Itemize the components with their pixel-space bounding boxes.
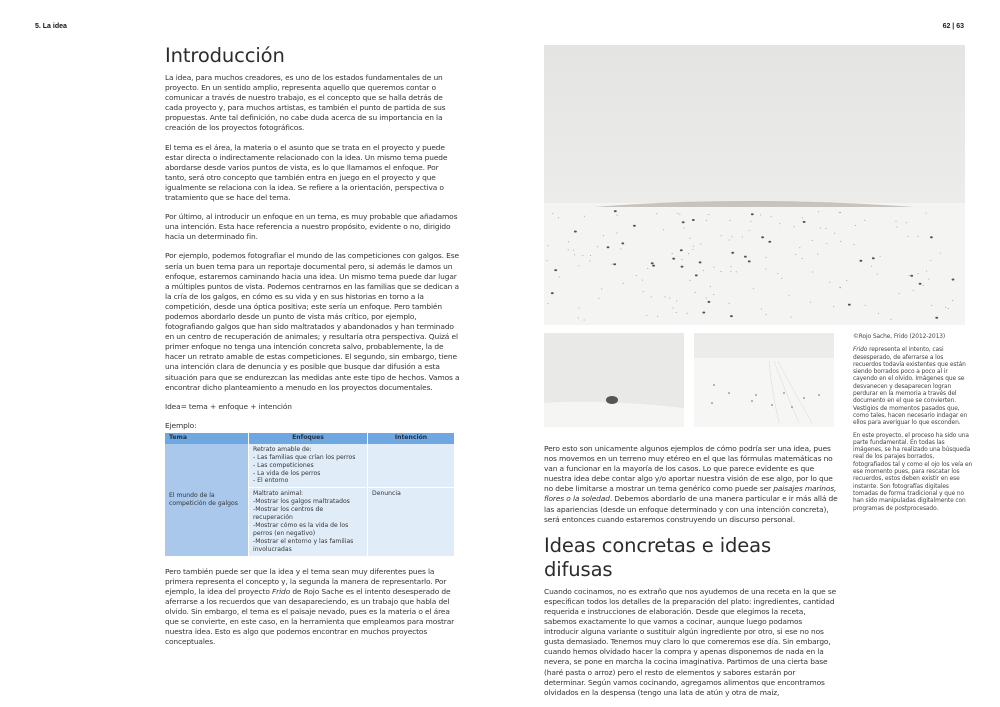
enfoque-item: - Las familias que crían los perros xyxy=(253,453,356,461)
snow-speck xyxy=(896,227,897,228)
enfoque-cell xyxy=(249,444,368,488)
enfoque-item: -Mostrar cómo es la vida de los perros (en negativo) xyxy=(253,521,349,537)
snow-speck xyxy=(546,260,547,261)
snow-speck xyxy=(552,213,553,214)
snow-speck xyxy=(713,267,714,268)
snow-speck xyxy=(917,236,918,237)
snow-speck xyxy=(651,262,654,264)
snow-speck xyxy=(945,307,946,308)
snow-speck xyxy=(833,306,834,307)
main-photo-snow-landscape xyxy=(544,45,965,325)
snow-speck xyxy=(613,263,616,265)
snow-speck xyxy=(802,258,803,259)
paragraph: La idea, para muchos creadores, es uno de los estados fundamentales de un proyecto. En un sentido amplio, representa aquello que queremos contar o comunicar a través de nuestro trabajo, es el concepto que se halla detrás de cada proyecto y, para muchos artistas, es también el punto de partida de sus propuestas. Ante tal definición, no cabe duda acerca de su importancia en la creación de los proyectos fotográficos. xyxy=(165,73,446,133)
text-run: Pero también puede ser que la idea y el tema sean muy diferentes pues la primera representa el concepto y, la segunda la manera de representarlo. Por ejemplo, la idea del proyecto xyxy=(165,566,447,596)
enfoque-item: - La vida de los perros xyxy=(253,469,321,477)
snow-speck xyxy=(651,296,652,297)
snow-speck xyxy=(642,280,643,281)
snow-speck xyxy=(918,273,919,274)
snow-speck xyxy=(574,254,575,255)
snow-speck xyxy=(826,243,827,244)
snow-speck xyxy=(558,217,559,218)
snow-speck xyxy=(677,213,678,214)
snow-speck xyxy=(730,315,733,317)
snow-speck xyxy=(777,273,778,274)
snow-speck xyxy=(693,246,694,247)
small-photo-tree-on-hill xyxy=(544,333,684,427)
snow-speck xyxy=(568,249,569,250)
snow-speck xyxy=(672,253,673,254)
snow-speck xyxy=(768,241,771,243)
snow-speck xyxy=(681,259,682,260)
right-column xyxy=(544,444,838,707)
snow-speck xyxy=(682,221,685,223)
snow-speck xyxy=(766,314,767,315)
paragraph: El tema es el área, la materia o el asunto que se trata en el proyecto y puede estar directa o indirectamente relacionado con la idea. Un mismo tema puede abordarse desde varios puntos de vista, es lo que llamamos el enfoque. Por tanto, será otro concepto que también entra en juego en el proyecto y que igualmente se relaciona con la idea. Se refiere a la orientación, perspectiva o tratamiento que se hace del tema. xyxy=(165,142,448,203)
snow-speck xyxy=(926,213,927,214)
enfoque-cell xyxy=(249,488,368,556)
snow-speck xyxy=(940,253,941,254)
snow-speck xyxy=(748,260,751,262)
snow-speck xyxy=(589,260,590,261)
snow-speck xyxy=(890,319,891,320)
snow-speck xyxy=(926,271,927,272)
snow-speck xyxy=(623,283,624,284)
section-title-introduccion: Introducción xyxy=(165,44,285,67)
snow-speck xyxy=(611,264,612,265)
snow-speck xyxy=(906,222,907,223)
snow-speck xyxy=(952,300,953,301)
snow-speck xyxy=(908,275,909,276)
snow-speck xyxy=(676,312,677,313)
snow-speck xyxy=(578,318,579,319)
snow-speck xyxy=(744,256,747,258)
snow-speck xyxy=(582,255,583,256)
page-numbers: 62 | 63 xyxy=(942,23,964,30)
snow-speck xyxy=(829,282,830,283)
snow-speck xyxy=(751,213,754,215)
snow-speck xyxy=(761,236,764,238)
snow-field-image xyxy=(544,45,965,325)
snow-speck xyxy=(817,254,818,255)
snow-speck xyxy=(818,211,819,212)
snow-speck xyxy=(590,255,591,256)
table-row xyxy=(165,444,455,488)
snow-speck xyxy=(621,242,624,244)
snow-speck xyxy=(779,223,780,224)
small-photo-snow-tracks xyxy=(694,333,834,427)
snow-speck xyxy=(695,274,698,276)
snow-speck xyxy=(729,240,730,241)
snow-speck xyxy=(721,235,722,236)
snow-speck xyxy=(860,260,863,262)
snow-speck xyxy=(679,214,680,215)
enfoque-item: -Mostrar los centros de recuperación xyxy=(253,506,324,522)
text-run: . Debemos abordarlo de una manera particular e ir más allá de las apariencias (desde un enfoque determinado y con una intención concreta), será entonces cuando estaremos construyendo un discurso personal. xyxy=(544,494,838,524)
snow-speck xyxy=(878,313,879,314)
paragraph: Por último, al introducir un enfoque en un tema, es muy probable que añadamos una intención. Esta hace referencia a nuestro propósito, evidente o no, dirigido hacia un determinado fin. xyxy=(165,212,458,242)
snow-speck xyxy=(749,230,750,231)
snow-speck xyxy=(547,245,548,246)
table-header-row xyxy=(165,433,455,444)
snow-speck xyxy=(761,309,762,310)
snow-speck xyxy=(840,212,841,213)
snow-speck xyxy=(760,214,761,215)
snow-speck xyxy=(597,246,598,247)
snow-speck xyxy=(812,272,813,273)
snow-speck xyxy=(643,291,644,292)
snow-speck xyxy=(689,238,690,239)
snow-speck xyxy=(865,305,866,306)
snow-speck xyxy=(795,254,796,255)
snow-speck xyxy=(700,243,701,244)
snow-speck xyxy=(687,313,688,314)
snow-speck xyxy=(554,269,557,271)
snow-speck xyxy=(713,294,714,295)
snow-speck xyxy=(910,275,913,277)
header-intencion: Intención xyxy=(368,433,455,444)
paragraph xyxy=(544,444,838,525)
snow-speck xyxy=(688,253,689,254)
snow-speck xyxy=(731,252,734,254)
caption-paragraph xyxy=(853,347,973,427)
snow-speck xyxy=(710,286,711,287)
snow-speck xyxy=(573,250,574,251)
enfoque-item: -Mostrar los galgos maltratados xyxy=(253,498,350,506)
snow-speck xyxy=(730,220,731,221)
enfoque-title: Maltrato animal: xyxy=(253,490,304,498)
snow-speck xyxy=(692,249,693,250)
snow-speck xyxy=(607,246,610,248)
snow-speck xyxy=(907,236,908,237)
snow-speck xyxy=(720,271,721,272)
snow-speck xyxy=(664,296,665,297)
snow-speck xyxy=(730,266,731,267)
snow-speck xyxy=(578,265,579,266)
intencion-cell: Denuncia xyxy=(368,488,455,556)
snow-speck xyxy=(812,240,813,241)
snow-speck xyxy=(729,303,730,304)
snow-speck xyxy=(802,217,803,218)
snow-speck xyxy=(765,269,766,270)
snow-speck xyxy=(620,248,621,249)
snow-speck xyxy=(855,225,856,226)
snow-speck xyxy=(854,244,855,245)
snow-speck xyxy=(652,265,655,267)
snow-speck xyxy=(877,274,878,275)
snow-speck xyxy=(672,308,673,309)
example-label: Ejemplo: xyxy=(165,420,197,430)
formula: Idea= tema + enfoque + intención xyxy=(165,401,292,411)
snow-speck xyxy=(930,236,933,238)
snow-speck xyxy=(598,298,599,299)
snow-speck xyxy=(825,228,826,229)
snow-speck xyxy=(839,287,840,288)
caption-paragraph: En este proyecto, el proceso ha sido una parte fundamental. En todas las imágenes, se ha realizado una búsqueda real de los parajes borrados, fotografiados tal y como el ojo los veía en ese momento pues, para rescatar los recuerdos, estos deben existir en ese instante. Son fotografías digitales tomadas de forma tradicional y que no han sido manipuladas digitalmente con programas de postprocesado. xyxy=(853,432,973,512)
snow-speck xyxy=(753,288,754,289)
snow-speck xyxy=(928,279,929,280)
snow-speck xyxy=(766,257,767,258)
snow-speck xyxy=(913,290,914,291)
enfoque-title: Retrato amable de: xyxy=(253,445,312,453)
snow-speck xyxy=(803,221,806,223)
snow-speck xyxy=(810,302,811,303)
snow-speck xyxy=(840,241,841,242)
photo-credit: ©Rojo Sache, Frido (2012-2013) xyxy=(853,334,946,340)
snow-speck xyxy=(771,216,772,217)
section-title-ideas-concretas: Ideas concretas e ideas difusas xyxy=(544,533,772,581)
tree-hill-image xyxy=(544,333,684,427)
project-name: Frido xyxy=(853,347,868,354)
snow-speck xyxy=(799,247,800,248)
snow-speck xyxy=(614,210,617,212)
snow-speck xyxy=(731,236,732,237)
snow-speck xyxy=(935,317,938,319)
snow-speck xyxy=(603,235,604,236)
snow-speck xyxy=(695,292,696,293)
snow-speck xyxy=(871,266,872,267)
snow-speck xyxy=(791,317,792,318)
text-run: representa el intento, casi desesperado, de aferrarse a los recuerdos todavía existentes que están siendo borrados poco a poco al ir cayendo en el olvido. Imágenes que se desvanecen y desaparecen logran perdurar en la memoria a través del documento en el que se convierten. Vestigios de momentos pasados que, como tales, hacen necesario indagar en ellos para averiguar lo que esconden. xyxy=(853,347,968,427)
intencion-cell xyxy=(368,444,455,488)
snow-speck xyxy=(684,227,685,228)
snow-speck xyxy=(742,237,743,238)
paragraph: Por ejemplo, podemos fotografiar el mundo de las competiciones con galgos. Ese sería un buen tema para un reportaje documental pero, si además le damos un enfoque, estaremos caminando hacia una idea. Un mismo tema puede dar lugar a múltiples puntos de vista. Podemos centrarnos en las familias que se dedican a la cría de los galgos, en cómo es su vida y en sus historias en torno a la competición, desde una óptica positiva; este sería un enfoque. Pero también podemos abordarlo desde un punto de vista más crítico, por ejemplo, fotografiando galgos que han sido maltratados y abandonados y han terminado en un centro de recuperación de animales; y resultaría otra perspectiva. Quizá el primer enfoque no tenga una intención concreta salvo, probablemente, la de hacer un retrato amable de estas competiciones. El segundo, sin embargo, tiene una intención clara de denuncia y es posible que busque dar difusión a esta situación para que se endurezcan las medidas ante este tipo de hechos. Vamos a encontrar dicho planteamiento a menudo en los proyectos documentales. xyxy=(165,251,460,392)
snow-speck xyxy=(952,279,955,281)
snow-speck xyxy=(781,278,782,279)
snow-speck xyxy=(788,295,789,296)
snow-speck xyxy=(820,228,821,229)
snow-speck xyxy=(839,212,840,213)
paragraph: Cuando cocinamos, no es extraño que nos ayudemos de una receta en la que se especifican todos los detalles de la preparación del plato: ingredientes, cantidad requerida e instrucciones de elaboración. Desde que elegimos la receta, sabemos exactamente lo que vamos a cocinar, aunque luego podamos introducir alguna variante o sustituir algún ingrediente por otro, si ese no nos gusta demasiado. Tenemos muy claro lo que comeremos ese día. Sin embargo, cuando hemos olvidado hacer la compra y apenas disponemos de nada en la nevera, se pone en marcha la cocina imaginativa. Partimos de una cierta base (haré pasta o arroz) pero el resto de elementos y sabores estarán por determinar. Según vamos cocinando, agregamos alimentos que encontramos olvidados en la despensa (tengo una lata de atún y otra de maíz, xyxy=(544,586,837,697)
snow-speck xyxy=(736,271,737,272)
snow-speck xyxy=(568,241,569,242)
enfoque-item: -Mostrar el entorno y las familias involucradas xyxy=(253,537,354,553)
snow-speck xyxy=(681,266,684,268)
snow-speck xyxy=(730,271,731,272)
italic-examples: paisajes marinos, flores o la soledad xyxy=(544,484,837,504)
snow-speck xyxy=(672,258,675,260)
snow-speck xyxy=(578,307,579,308)
snow-speck xyxy=(708,214,709,215)
snow-speck xyxy=(646,315,647,316)
snow-speck xyxy=(657,316,658,317)
snow-speck xyxy=(895,221,896,222)
snow-speck xyxy=(703,270,704,271)
header-tema: Tema xyxy=(165,433,249,444)
snow-speck xyxy=(750,221,751,222)
snow-speck xyxy=(692,219,695,221)
snow-speck xyxy=(633,225,636,227)
example-table xyxy=(165,433,455,557)
snow-speck xyxy=(676,300,677,301)
snow-speck xyxy=(584,216,585,217)
snow-speck xyxy=(616,215,617,216)
snow-speck xyxy=(559,277,560,278)
enfoque-item: - Las competiciones xyxy=(253,461,314,469)
snow-speck xyxy=(584,320,585,321)
snow-speck xyxy=(702,312,705,314)
snow-speck xyxy=(680,249,683,251)
tema-cell: El mundo de la competición de galgos xyxy=(165,444,249,556)
snow-speck xyxy=(846,280,847,281)
snow-speck xyxy=(931,305,932,306)
snow-speck xyxy=(548,303,549,304)
photo-caption xyxy=(853,334,973,518)
snow-speck xyxy=(834,233,835,234)
snow-speck xyxy=(616,233,617,234)
project-name: Frido xyxy=(272,586,291,596)
snow-speck xyxy=(794,226,795,227)
snow-speck xyxy=(647,268,648,269)
snow-speck xyxy=(919,283,922,285)
snow-speck xyxy=(551,292,554,294)
snow-speck xyxy=(636,275,637,276)
text-run: de Rojo Sache es el intento desesperado de aferrarse a los recuerdos que van desapareciendo, es un trabajo que habla del olvido. Sin embargo, el tema es el paisaje nevado, pues es la materia o el área que se convierte, en este caso, en la herramienta que empleamos para mostrar nuestra idea. Esto es algo que podemos encontrar en muchos proyectos conceptuales. xyxy=(165,586,455,647)
snow-speck xyxy=(690,280,691,281)
paragraph xyxy=(165,567,461,648)
snow-speck xyxy=(899,293,900,294)
snow-speck xyxy=(872,257,875,259)
snow-speck xyxy=(601,289,602,290)
snow-speck xyxy=(880,256,881,257)
snow-speck xyxy=(663,229,664,230)
snow-speck xyxy=(656,213,657,214)
snow-speck xyxy=(706,220,707,221)
text-run: Pero esto son unicamente algunos ejemplos de cómo podría ser una idea, pues nos movemos en un terreno muy etéreo en el que las fórmulas matemáticas no van a funcionar en la mayoría de los casos. Lo que parece evidente es que nuestra idea debe contar algo y/o aportar nuestra visión de ese algo, por lo que no debe limitarse a mostrar un tema genérico como puede ser xyxy=(544,444,833,494)
snow-speck xyxy=(930,260,931,261)
snow-speck xyxy=(708,301,711,303)
snow-speck xyxy=(923,285,924,286)
left-column xyxy=(165,44,461,656)
snow-speck xyxy=(948,308,949,309)
snow-speck xyxy=(864,220,865,221)
snow-speck xyxy=(848,304,851,306)
snow-tracks-image xyxy=(694,333,834,427)
header-enfoques: Enfoques xyxy=(249,433,368,444)
snow-speck xyxy=(669,298,670,299)
running-head: 5. La idea xyxy=(35,23,67,30)
snow-speck xyxy=(699,261,702,263)
snow-speck xyxy=(574,231,577,233)
snow-speck xyxy=(706,298,707,299)
enfoque-item: - El entorno xyxy=(253,477,289,485)
